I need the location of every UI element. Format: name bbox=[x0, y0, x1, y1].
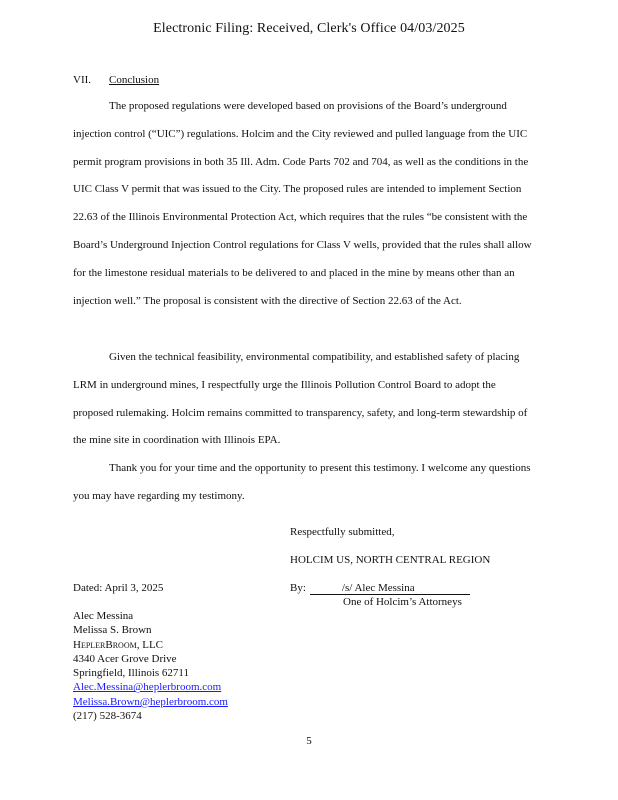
signature-block bbox=[290, 581, 470, 595]
paragraph-conclusion-3: Thank you for your time and the opportunity to present this testimony. I welcome any questions you may have regarding my testimony. bbox=[73, 462, 531, 502]
paragraph-conclusion-2: Given the technical feasibility, environmental compatibility, and established safety of placing LRM in underground mines, I respectfully urge the Illinois Pollution Control Board to adopt the proposed rulemaking. Holcim remains committed to transparency, safety, and long-term stewardship of the mine site in coordination with Illinois EPA. bbox=[73, 351, 528, 447]
date-line: Dated: April 3, 2025 bbox=[73, 582, 164, 594]
section-number: VII. bbox=[73, 74, 92, 86]
contact-block bbox=[73, 609, 228, 723]
contact-name-1: Alec Messina bbox=[73, 610, 134, 622]
signer-role: One of Holcim’s Attorneys bbox=[343, 596, 462, 608]
contact-name-2: Melissa S. Brown bbox=[73, 624, 152, 637]
phone-number: (217) 528-3674 bbox=[73, 710, 142, 723]
email-link-2[interactable]: Melissa.Brown@heplerbroom.com bbox=[73, 695, 228, 708]
law-firm-name: HeplerBroom, LLC bbox=[73, 638, 164, 651]
closing-line: Respectfully submitted, bbox=[290, 526, 395, 538]
signature-line: /s/ Alec Messina bbox=[310, 582, 470, 595]
filing-stamp: Electronic Filing: Received, Clerk's Office 04/03/2025 bbox=[153, 21, 465, 36]
page-number: 5 bbox=[306, 735, 312, 747]
section-heading bbox=[73, 73, 171, 87]
street-address: 4340 Acer Grove Drive bbox=[73, 652, 177, 665]
company-name: HOLCIM US, NORTH CENTRAL REGION bbox=[290, 554, 491, 566]
email-link-1[interactable]: Alec.Messina@heplerbroom.com bbox=[73, 681, 222, 694]
by-label: By: bbox=[290, 582, 306, 594]
paragraph-conclusion-1: The proposed regulations were developed based on provisions of the Board’s underground injection control (“UIC”) regulations. Holcim and the City reviewed and pulled language from the UIC permit program provisions in both 35 Ill. Adm. Code Parts 702 and 704, as well as the conditions in the UIC Class V permit that was issued to the City. The proposed rules are intended to implement Section 22.63 of the Illinois Environmental Protection Act, which requires that the rules “be consistent with the Board’s Underground Injection Control regulations for Class V wells, provided that the rules shall allow for the limestone residual materials to be delivered to and placed in the mine by means other than an injection well.” The proposal is consistent with the directive of Section 22.63 of the Act. bbox=[73, 100, 532, 307]
city-state-zip: Springfield, Illinois 62711 bbox=[73, 667, 190, 680]
section-title: Conclusion bbox=[109, 74, 160, 86]
